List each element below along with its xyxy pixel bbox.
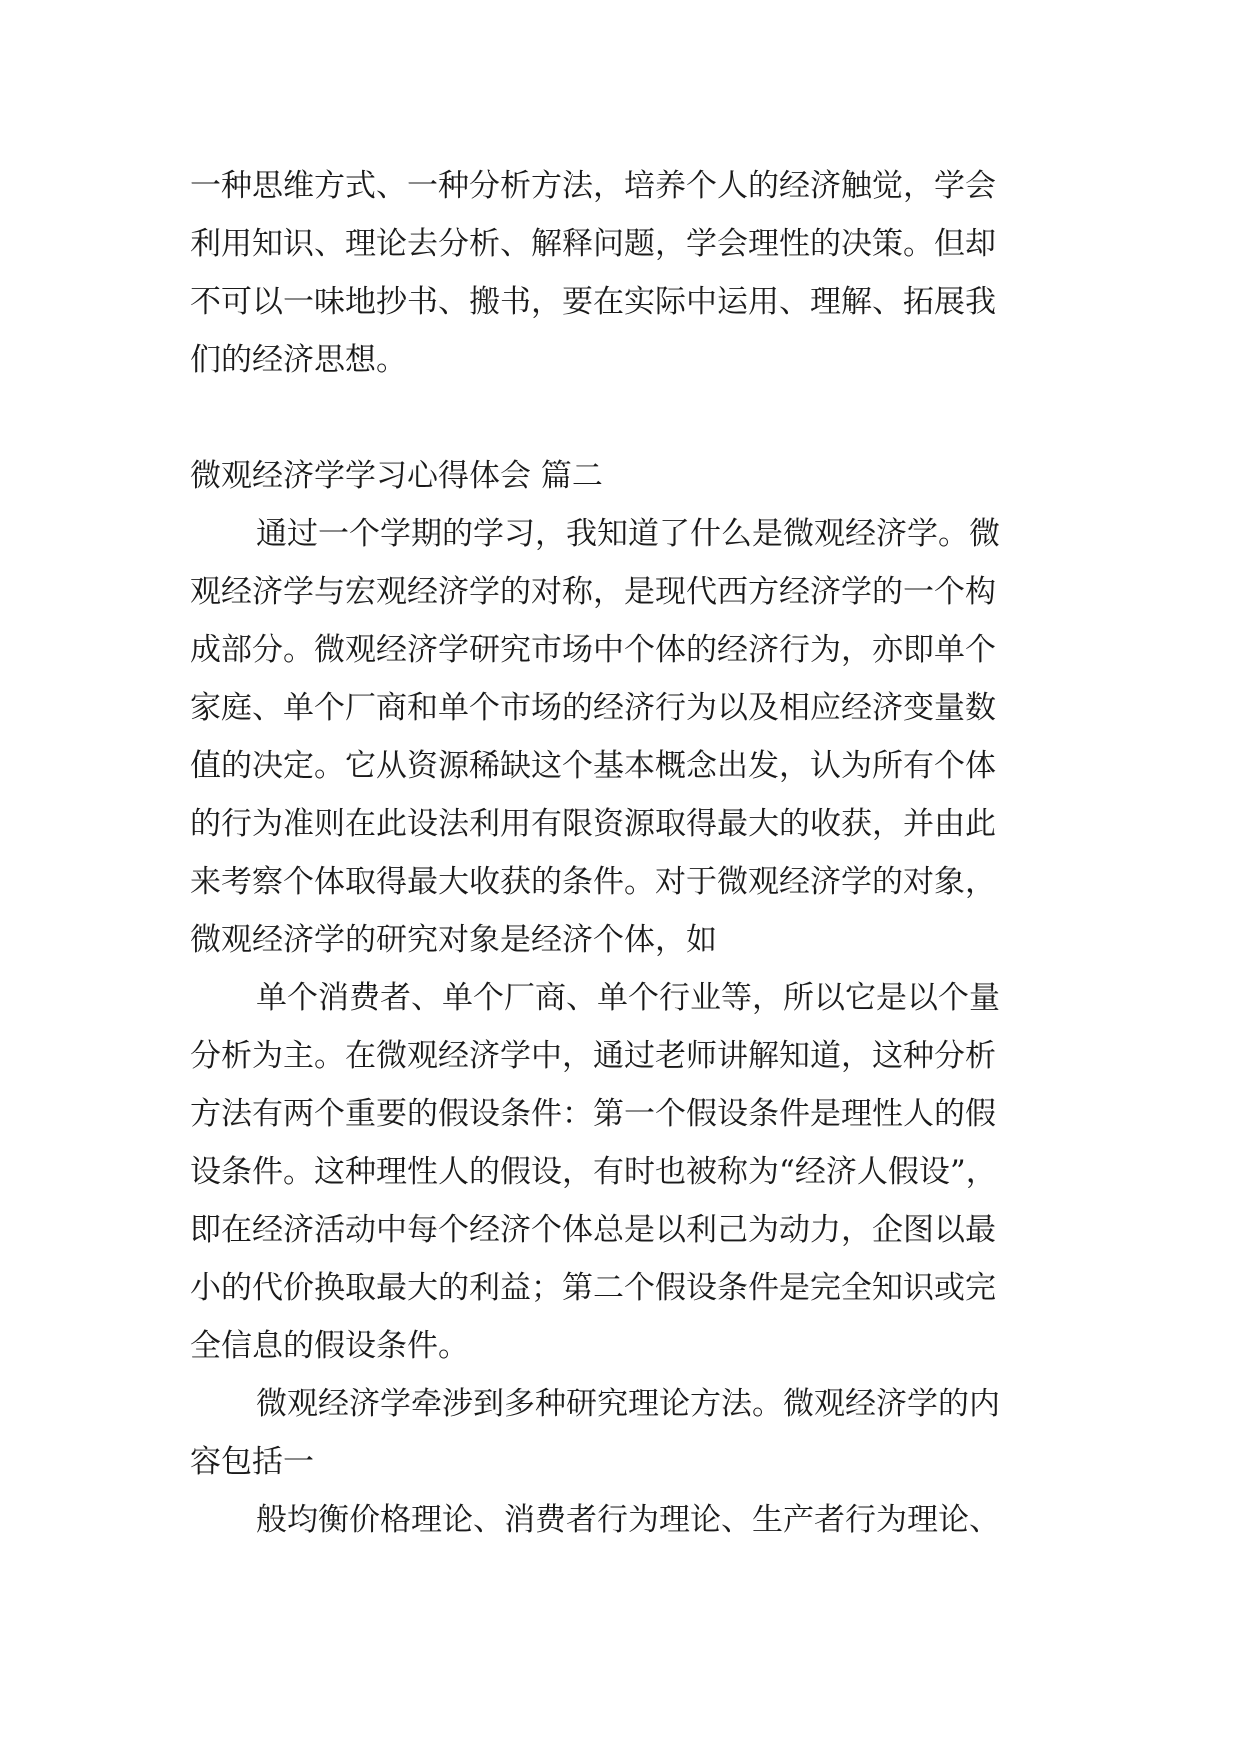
paragraph-line: 值的决定。它从资源稀缺这个基本概念出发，认为所有个体 xyxy=(190,748,996,784)
paragraph-line: 家庭、单个厂商和单个市场的经济行为以及相应经济变量数 xyxy=(190,690,996,726)
paragraph-line: 方法有两个重要的假设条件：第一个假设条件是理性人的假 xyxy=(190,1096,996,1132)
paragraph-line: 般均衡价格理论、消费者行为理论、生产者行为理论、 xyxy=(256,1502,1000,1538)
paragraph-line: 微观经济学牵涉到多种研究理论方法。微观经济学的内 xyxy=(256,1386,1000,1422)
paragraph-line: 小的代价换取最大的利益；第二个假设条件是完全知识或完 xyxy=(190,1270,996,1306)
paragraph-line: 一种思维方式、一种分析方法，培养个人的经济触觉，学会 xyxy=(190,168,996,204)
paragraph-line: 容包括一 xyxy=(190,1444,314,1480)
paragraph-line: 微观经济学的研究对象是经济个体，如 xyxy=(190,922,717,958)
paragraph-line: 的行为准则在此设法利用有限资源取得最大的收获，并由此 xyxy=(190,806,996,842)
paragraph-line: 来考察个体取得最大收获的条件。对于微观经济学的对象， xyxy=(190,864,996,900)
paragraph-line: 们的经济思想。 xyxy=(190,342,407,378)
paragraph-line: 利用知识、理论去分析、解释问题，学会理性的决策。但却 xyxy=(190,226,996,262)
paragraph-line: 设条件。这种理性人的假设，有时也被称为“经济人假设”， xyxy=(190,1154,997,1190)
paragraph-line: 成部分。微观经济学研究市场中个体的经济行为，亦即单个 xyxy=(190,632,996,668)
paragraph-line: 观经济学与宏观经济学的对称，是现代西方经济学的一个构 xyxy=(190,574,996,610)
paragraph-line: 通过一个学期的学习，我知道了什么是微观经济学。微 xyxy=(256,516,1000,552)
paragraph-line: 不可以一味地抄书、搬书，要在实际中运用、理解、拓展我 xyxy=(190,284,996,320)
section-heading: 微观经济学学习心得体会 篇二 xyxy=(190,458,603,494)
paragraph-line: 即在经济活动中每个经济个体总是以利己为动力，企图以最 xyxy=(190,1212,996,1248)
paragraph-line: 分析为主。在微观经济学中，通过老师讲解知道，这种分析 xyxy=(190,1038,996,1074)
paragraph-line: 全信息的假设条件。 xyxy=(190,1328,469,1364)
paragraph-line: 单个消费者、单个厂商、单个行业等，所以它是以个量 xyxy=(256,980,1000,1016)
